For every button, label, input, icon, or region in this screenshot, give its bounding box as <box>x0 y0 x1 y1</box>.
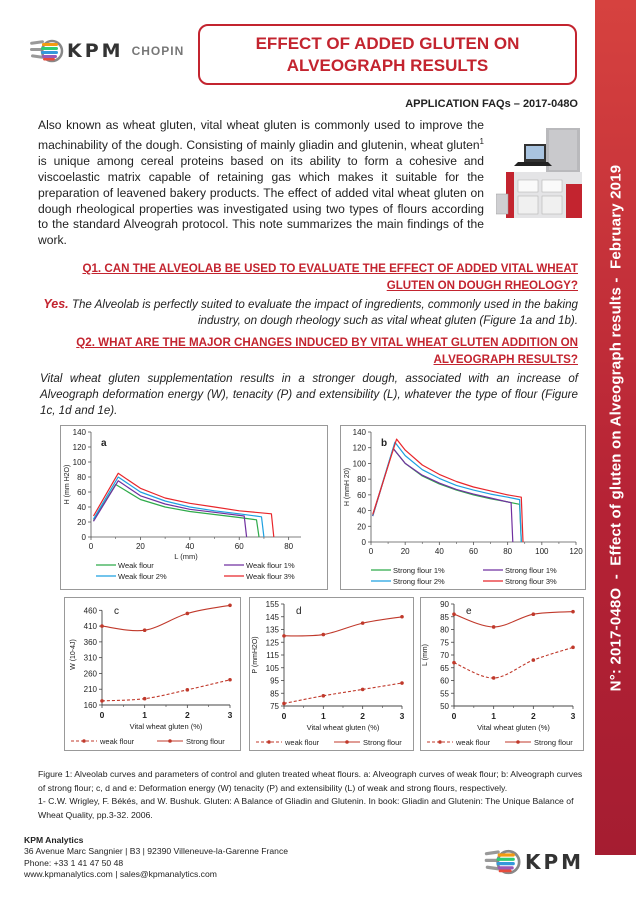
svg-text:weak flour: weak flour <box>285 738 320 747</box>
q1-answer-text: The Alveolab is perfectly suited to evaluate the impact of ingredients, commonly used in the baking industry, on dough rheology such as vital wheat gluten (Figure 1a and 1b). <box>68 298 578 327</box>
svg-text:75: 75 <box>270 702 279 711</box>
svg-text:125: 125 <box>265 638 279 648</box>
svg-text:135: 135 <box>265 625 279 635</box>
svg-text:2: 2 <box>360 711 366 721</box>
svg-text:65: 65 <box>440 663 449 673</box>
kpm-swoosh-icon <box>30 38 64 64</box>
svg-text:95: 95 <box>270 676 279 686</box>
footnote-marker: 1 <box>479 136 484 146</box>
svg-text:140: 140 <box>72 428 86 437</box>
svg-text:260: 260 <box>83 669 97 679</box>
svg-text:75: 75 <box>440 638 449 648</box>
svg-text:60: 60 <box>77 488 86 497</box>
svg-text:40: 40 <box>434 547 444 556</box>
chopin-wordmark: CHOPIN <box>131 44 185 58</box>
company-web-email[interactable]: www.kpmanalytics.com | sales@kpmanalytics.com <box>24 869 217 880</box>
doc-number: N°: 2017-048O <box>607 587 624 691</box>
kpm-chopin-logo <box>30 36 184 66</box>
q2-heading: Q2. WHAT ARE THE MAJOR CHANGES INDUCED BY VITAL WHEAT GLUTEN ADDITION ON ALVEOGRAPH RESULTS? <box>76 336 578 366</box>
svg-text:60: 60 <box>440 676 449 686</box>
svg-text:105: 105 <box>265 663 279 673</box>
svg-text:120: 120 <box>352 443 366 453</box>
svg-text:100: 100 <box>535 547 549 556</box>
svg-text:50: 50 <box>440 702 449 711</box>
separator: - <box>607 573 624 579</box>
svg-text:120: 120 <box>569 547 583 556</box>
svg-text:Strong flour: Strong flour <box>534 738 573 747</box>
svg-text:80: 80 <box>77 473 86 482</box>
svg-text:0: 0 <box>281 711 287 721</box>
svg-text:20: 20 <box>77 518 86 527</box>
footer-contact <box>24 835 288 881</box>
svg-text:3: 3 <box>227 710 233 720</box>
svg-text:115: 115 <box>266 651 279 660</box>
svg-text:80: 80 <box>357 475 366 485</box>
doc-date: February 2019 <box>607 164 624 269</box>
svg-text:d: d <box>296 606 302 617</box>
chart-a <box>60 425 328 590</box>
svg-text:100: 100 <box>352 459 366 469</box>
svg-text:80: 80 <box>440 625 449 635</box>
intro-paragraph <box>38 118 484 249</box>
svg-text:Vital wheat gluten (%): Vital wheat gluten (%) <box>306 723 380 732</box>
svg-text:40: 40 <box>185 542 195 551</box>
svg-text:Weak flour: Weak flour <box>118 561 154 570</box>
svg-text:Weak flour 2%: Weak flour 2% <box>118 572 167 581</box>
chart-a-plot <box>61 426 327 589</box>
q2-answer: Vital wheat gluten supplementation results in a stronger dough, associated with an increase of Alveograph deformation energy (W), tenacity (P) and extensibility (L), whatever the type of flour (Figure 1c, 1d and 1e). <box>40 372 578 417</box>
chart-e-plot <box>421 598 583 750</box>
svg-text:W (10-4J): W (10-4J) <box>70 639 77 670</box>
svg-text:H (mmH 20): H (mmH 20) <box>344 467 351 507</box>
svg-text:Strong flour 3%: Strong flour 3% <box>505 577 557 586</box>
side-band <box>595 0 636 855</box>
chart-c <box>64 597 241 751</box>
svg-text:80: 80 <box>284 542 294 551</box>
svg-text:210: 210 <box>83 685 97 695</box>
svg-text:Vital wheat gluten (%): Vital wheat gluten (%) <box>129 722 203 731</box>
q1-answer <box>40 296 578 329</box>
svg-text:Weak flour 3%: Weak flour 3% <box>246 572 295 581</box>
kpm-wordmark: KPM <box>67 40 124 62</box>
q1-heading: Q1. CAN THE ALVEOLAB BE USED TO EVALUATE THE EFFECT OF ADDED VITAL WHEAT GLUTEN ON DOUGH RHEOLOGY? <box>82 262 578 292</box>
svg-text:P (mmH2O): P (mmH2O) <box>252 636 259 674</box>
title-line-2: ALVEOGRAPH RESULTS <box>286 55 489 75</box>
svg-text:0: 0 <box>81 533 86 542</box>
svg-text:70: 70 <box>440 651 449 660</box>
svg-text:0: 0 <box>368 547 374 556</box>
company-name: KPM Analytics <box>24 835 84 845</box>
svg-text:85: 85 <box>270 689 279 699</box>
svg-text:Strong flour 1%: Strong flour 1% <box>505 566 557 575</box>
svg-text:Strong flour: Strong flour <box>186 737 225 746</box>
svg-text:L (mm): L (mm) <box>422 644 429 666</box>
svg-text:40: 40 <box>357 506 366 516</box>
kpm-wordmark: KPM <box>525 850 585 874</box>
yes-label: Yes. <box>43 297 69 311</box>
alveolab-machine-image <box>496 124 586 224</box>
svg-text:55: 55 <box>440 689 449 699</box>
svg-text:140: 140 <box>352 428 366 437</box>
svg-text:85: 85 <box>440 612 449 622</box>
title-line-1: EFFECT OF ADDED GLUTEN ON <box>255 33 520 53</box>
svg-text:Weak flour 1%: Weak flour 1% <box>246 561 295 570</box>
kpm-swoosh-icon <box>484 848 522 876</box>
company-address: 36 Avenue Marc Sangnier | B3 | 92390 Villeneuve-la-Garenne France <box>24 846 289 857</box>
figure-caption: Figure 1: Alveolab curves and parameters of control and gluten treated wheat flours. a: Alveograph curves of weak flour; b: Alveograph curves of strong flour; c, d and e: Deformation energy (W) tenacity (P) and extensibility (L) of weak and strong flours, respectively. <box>38 769 583 793</box>
svg-text:a: a <box>101 438 107 449</box>
intro-text-2: is unique among cereal proteins based on its ability to form a cohesive and viscoelastic matrix capable of retaining gas which makes it suitable for the preparation of leavened bakery products. The effect of added vital wheat gluten on dough rheological properties was investigated using two types of flours according to the standard Alveograh protocol. This note summarizes the main findings of the work. <box>38 153 484 248</box>
title-box <box>198 24 577 85</box>
svg-text:0: 0 <box>451 711 457 721</box>
kpm-logo-bottom <box>484 848 584 876</box>
svg-text:0: 0 <box>361 538 366 547</box>
doc-subject: Effect of gluten on Alveograph results - <box>607 276 624 566</box>
svg-text:2: 2 <box>184 710 190 720</box>
application-faq-label: APPLICATION FAQs – 2017-048O <box>405 98 578 110</box>
chart-d <box>249 597 414 751</box>
svg-text:60: 60 <box>469 547 478 556</box>
svg-text:L (mm): L (mm) <box>174 552 198 561</box>
svg-text:0: 0 <box>88 542 94 551</box>
chart-b-plot <box>341 426 585 589</box>
side-band-text <box>607 162 624 693</box>
svg-text:155: 155 <box>265 600 279 609</box>
chart-b <box>340 425 586 590</box>
svg-text:20: 20 <box>357 522 366 532</box>
svg-text:20: 20 <box>400 547 410 556</box>
svg-text:40: 40 <box>77 503 86 512</box>
svg-text:2: 2 <box>530 711 536 721</box>
svg-text:3: 3 <box>399 711 405 721</box>
svg-text:0: 0 <box>99 710 105 720</box>
svg-text:weak flour: weak flour <box>456 738 491 747</box>
svg-text:80: 80 <box>503 547 513 556</box>
reference: 1- C.W. Wrigley, F. Békés, and W. Bushuk. Gluten: A Balance of Gliadin and Glutenin. In book: Gliadin and Glutenin: The Unique Balance of Wheat Quality, pp.3-32. 2006. <box>38 796 574 820</box>
chart-e <box>420 597 584 751</box>
svg-text:Vital wheat gluten (%): Vital wheat gluten (%) <box>477 723 550 732</box>
svg-text:c: c <box>114 606 119 617</box>
svg-text:weak flour: weak flour <box>100 737 135 746</box>
svg-text:310: 310 <box>83 653 97 663</box>
svg-text:e: e <box>466 606 472 617</box>
svg-text:b: b <box>381 438 388 449</box>
svg-text:Strong flour: Strong flour <box>363 738 402 747</box>
svg-text:60: 60 <box>234 542 244 551</box>
svg-text:160: 160 <box>83 701 97 710</box>
page-title <box>256 33 520 77</box>
company-phone: Phone: +33 1 41 47 50 48 <box>24 857 124 868</box>
svg-text:60: 60 <box>357 490 366 500</box>
intro-text-1: Also known as wheat gluten, vital wheat gluten is commonly used to improve the machinability of the dough. Consisting of mainly gliadin and glutenin, wheat gluten <box>38 118 484 152</box>
chart-c-plot <box>65 598 240 750</box>
svg-text:3: 3 <box>570 711 576 721</box>
svg-text:120: 120 <box>72 443 86 452</box>
svg-text:360: 360 <box>83 637 97 647</box>
svg-text:145: 145 <box>265 612 279 622</box>
svg-text:H (mm H2O): H (mm H2O) <box>64 464 71 505</box>
svg-text:410: 410 <box>83 622 97 632</box>
svg-text:Strong flour 2%: Strong flour 2% <box>393 577 445 586</box>
svg-text:Strong flour 1%: Strong flour 1% <box>393 566 445 575</box>
svg-text:90: 90 <box>440 600 449 609</box>
svg-text:1: 1 <box>491 711 497 721</box>
svg-text:1: 1 <box>320 711 326 721</box>
svg-text:100: 100 <box>72 458 86 467</box>
svg-text:20: 20 <box>135 542 145 551</box>
svg-text:460: 460 <box>83 606 97 616</box>
chart-d-plot <box>250 598 413 750</box>
svg-text:1: 1 <box>142 710 148 720</box>
